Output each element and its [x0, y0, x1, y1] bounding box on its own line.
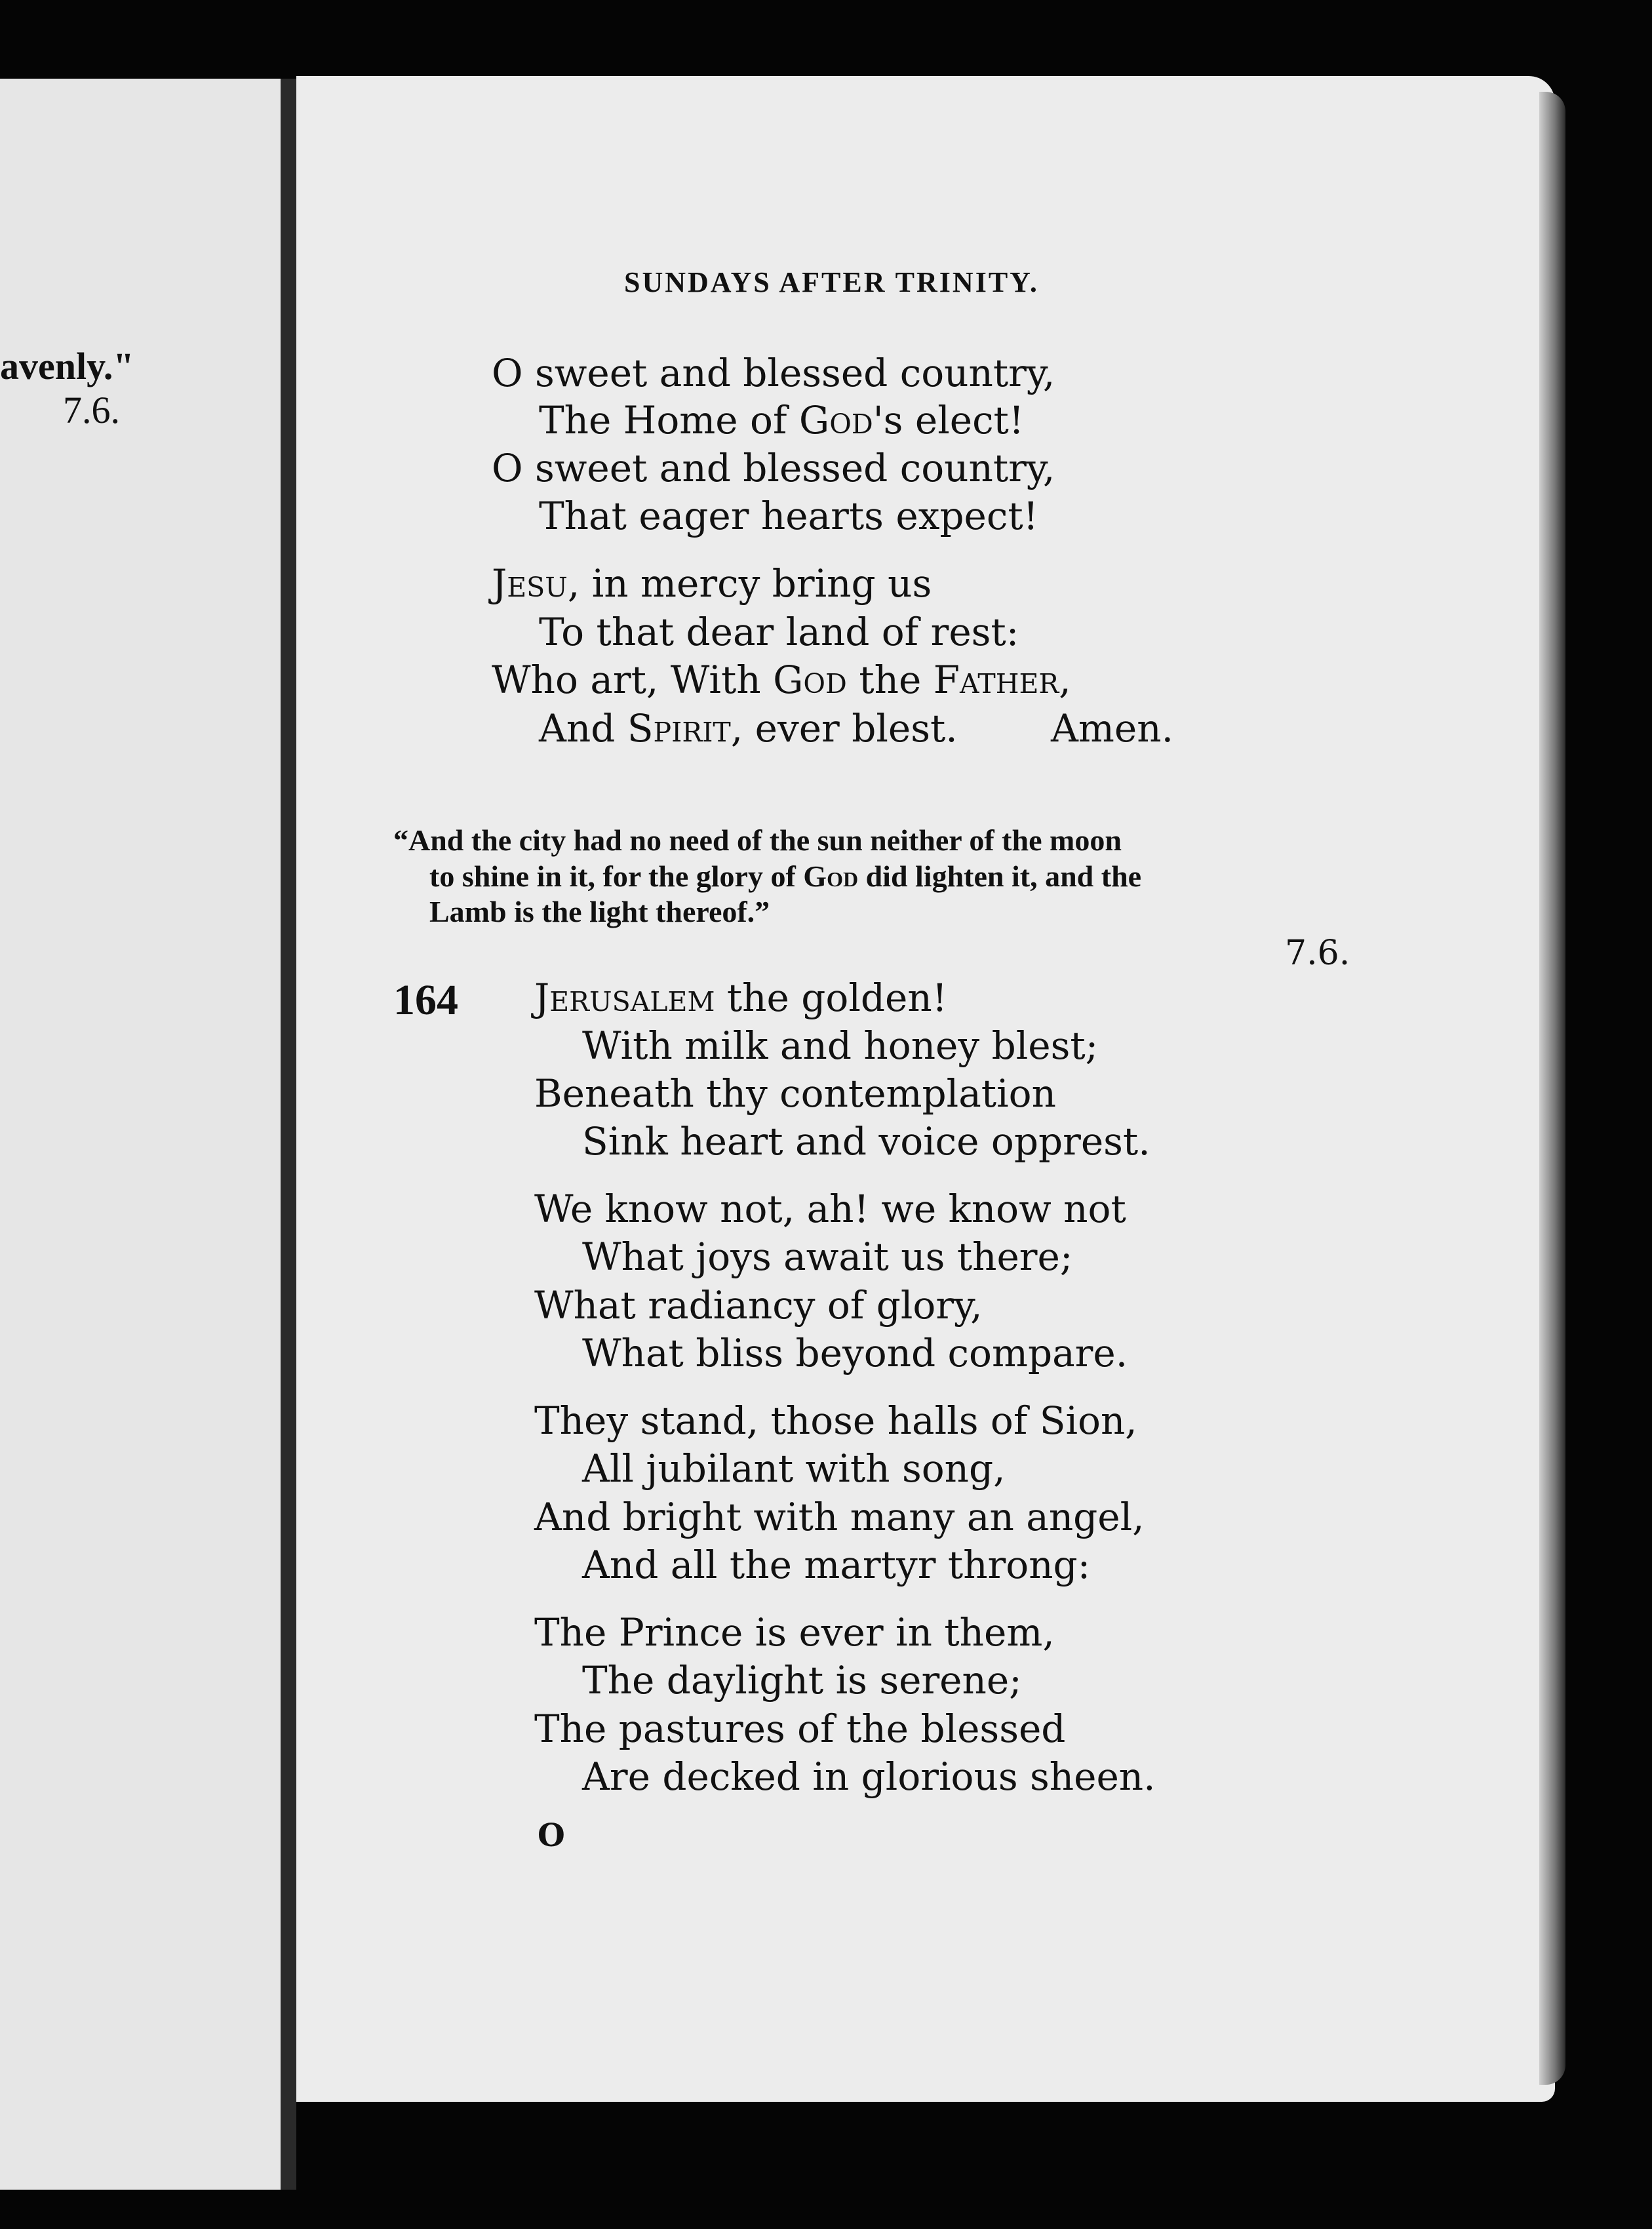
stanza-line: The Home of God's elect! — [539, 398, 1025, 443]
stanza-line: That eager hearts expect! — [539, 494, 1038, 538]
hymn-line: What joys await us there; — [582, 1234, 1073, 1279]
stanza-line: Who art, With God the Father, — [492, 658, 1071, 702]
hymn-line: And all the martyr throng: — [582, 1543, 1091, 1587]
stanza-line: To that dear land of rest: — [539, 610, 1019, 654]
hymn-line: Beneath thy contemplation — [534, 1071, 1056, 1116]
hymn-line: The Prince is ever in them, — [534, 1610, 1055, 1655]
hymn-line: Sink heart and voice opprest. — [582, 1119, 1150, 1164]
stanza-line: O sweet and blessed country, — [492, 446, 1055, 490]
hymn-line: All jubilant with song, — [582, 1446, 1006, 1491]
hymn-line: They stand, those halls of Sion, — [534, 1398, 1137, 1443]
book-gutter — [281, 79, 296, 2190]
hymn-line: With milk and honey blest; — [582, 1023, 1099, 1068]
left-page — [0, 79, 281, 2190]
left-page-fragment-meter: 7.6. — [63, 389, 120, 431]
amen: Amen. — [1051, 706, 1173, 751]
meter: 7.6. — [1285, 934, 1350, 973]
hymn-line: The pastures of the blessed — [534, 1706, 1066, 1751]
stanza-line: And Spirit, ever blest. — [539, 706, 958, 751]
stanza-line: Jesu, in mercy bring us — [492, 561, 932, 606]
hymn-line: And bright with many an angel, — [534, 1495, 1145, 1539]
hymn-line: Jerusalem the golden! — [534, 976, 948, 1020]
catchword: O — [538, 1817, 565, 1854]
page-edge-shadow — [1539, 92, 1565, 2085]
hymn-number: 164 — [393, 976, 458, 1024]
hymn-line: The daylight is serene; — [582, 1658, 1022, 1703]
epigraph-line: “And the city had no need of the sun neither of the moon — [393, 823, 1122, 857]
hymn-line: We know not, ah! we know not — [534, 1187, 1126, 1231]
hymn-line: What radiancy of glory, — [534, 1283, 983, 1328]
hymn-line: Are decked in glorious sheen. — [582, 1754, 1156, 1799]
left-page-fragment-text: avenly." — [0, 345, 134, 387]
epigraph-line: Lamb is the light thereof.” — [429, 895, 770, 928]
epigraph-line: to shine in it, for the glory of God did lighten it, and the — [429, 859, 1142, 893]
running-header: SUNDAYS AFTER TRINITY. — [624, 266, 1039, 298]
stanza-line: O sweet and blessed country, — [492, 351, 1055, 395]
hymn-line: What bliss beyond compare. — [582, 1331, 1128, 1375]
